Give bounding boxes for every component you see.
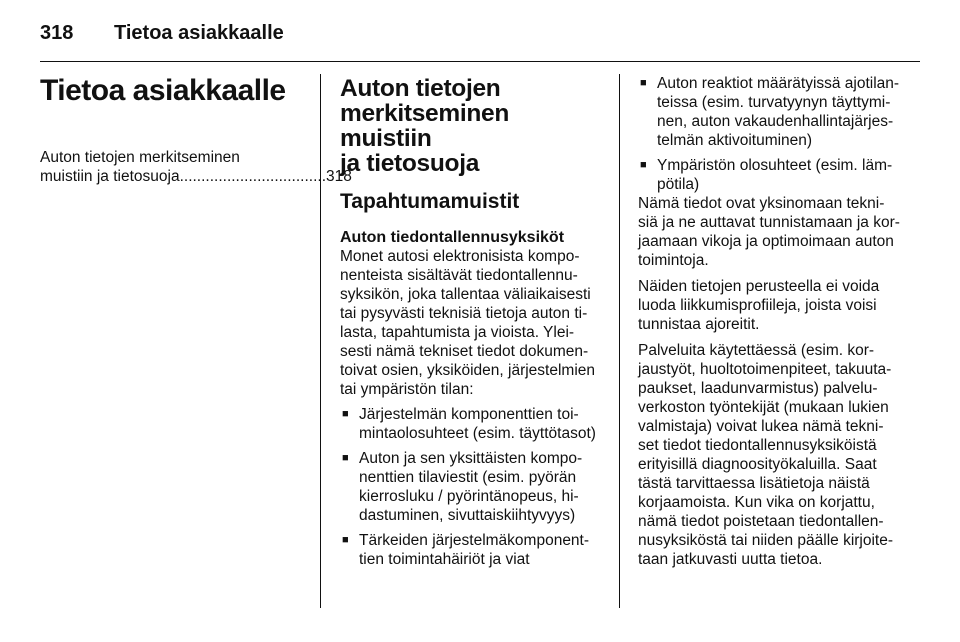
text-line: erityisillä diagnoosityökaluilla. Saat — [638, 456, 877, 473]
text-line: nenteista sisältävät tiedontallennu- — [340, 267, 578, 284]
text-line: Palveluita käytettäessä (esim. kor- — [638, 342, 875, 359]
column-divider — [320, 74, 321, 608]
text-line: kierrosluku / pyörintänopeus, hi- — [359, 488, 579, 505]
text-line: tunnistaa ajoreitit. — [638, 316, 760, 333]
toc-entry-line: muistiin ja tietosuoja — [40, 168, 180, 185]
bullet-item — [340, 449, 602, 525]
bullet-item — [340, 531, 602, 569]
page-header — [40, 22, 920, 62]
bullet-item — [638, 74, 908, 150]
column-3 — [638, 74, 908, 569]
text-line: jaamaan vikoja ja optimoimaan auton — [638, 233, 894, 250]
text-line: nen, auton vakaudenhallintajärjes- — [657, 113, 894, 130]
text-line: Auton reaktiot määrätyissä ajotilan- — [657, 75, 900, 92]
square-bullet-icon: ■ — [640, 159, 647, 171]
text-line: tai ympäristön tilan: — [340, 381, 474, 398]
text-line: Monet autosi elektronisista kompo- — [340, 248, 580, 265]
sub-subsection-heading: Auton tiedontallennusyksiköt — [340, 229, 565, 246]
header-rule — [40, 61, 920, 62]
text-line: syksikön, joka tallentaa väliaikaisesti — [340, 286, 591, 303]
text-line: lasta, tapahtumista ja vioista. Ylei- — [340, 324, 575, 341]
text-line: valmistaja) voivat lukea nämä tekni- — [638, 418, 884, 435]
bullet-item — [638, 156, 908, 194]
paragraph — [638, 194, 908, 270]
text-line: telmän aktivoituminen) — [657, 132, 813, 149]
text-line: sesti nämä tekniset tiedot dokumen- — [340, 343, 589, 360]
text-line: toimintoja. — [638, 252, 709, 269]
text-line: Nämä tiedot ovat yksinomaan tekni- — [638, 195, 885, 212]
paragraph — [638, 277, 908, 334]
text-line: teissa (esim. turvatyynyn täyttymi- — [657, 94, 891, 111]
text-line: tai pysyvästi teknisiä tietoja auton ti- — [340, 305, 588, 322]
text-line: Ympäristön olosuhteet (esim. läm- — [657, 157, 893, 174]
square-bullet-icon: ■ — [640, 77, 647, 89]
paragraph — [340, 247, 602, 399]
square-bullet-icon: ■ — [342, 452, 349, 464]
square-bullet-icon: ■ — [342, 534, 349, 546]
text-line: set tiedot tiedontallennusyksiköistä — [638, 437, 877, 454]
text-line: siä ja ne auttavat tunnistamaan ja kor- — [638, 214, 900, 231]
text-line: Tärkeiden järjestelmäkomponent- — [359, 532, 590, 549]
square-bullet-icon: ■ — [342, 408, 349, 420]
column-2 — [340, 74, 602, 569]
text-line: dastuminen, sivuttaiskiihtyvyys) — [359, 507, 576, 524]
text-line: Näiden tietojen perusteella ei voida — [638, 278, 880, 295]
text-line: Auton ja sen yksittäisten kompo- — [359, 450, 583, 467]
text-line: verkoston työntekijät (mukaan lukien — [638, 399, 889, 416]
text-line: pötila) — [657, 176, 700, 193]
heading-line: merkitseminen muistiin — [340, 100, 510, 152]
toc-page: 318 — [326, 168, 352, 185]
heading-line: ja tietosuoja — [340, 150, 480, 177]
column-1 — [40, 74, 352, 186]
text-line: nämä tiedot poistetaan tiedontallen- — [638, 513, 884, 530]
toc-entry[interactable] — [40, 167, 352, 186]
text-line: luoda liikkumisprofiileja, joista voisi — [638, 297, 877, 314]
page-number: 318 — [40, 22, 74, 44]
section-heading — [340, 76, 602, 176]
text-line: nusyksiköstä tai niiden päälle kirjoite- — [638, 532, 894, 549]
subsection-heading: Tapahtumamuistit — [340, 190, 520, 213]
text-line: tästä tarvittaessa lisätietoja näistä — [638, 475, 870, 492]
text-line: tien toimintahäiriöt ja viat — [359, 551, 530, 568]
chapter-title: Tietoa asiakkaalle — [40, 74, 286, 107]
text-line: nenttien tilaviestit (esim. pyörän — [359, 469, 577, 486]
text-line: mintaolosuhteet (esim. täyttötasot) — [359, 425, 596, 442]
table-of-contents — [40, 148, 352, 186]
paragraph — [638, 341, 908, 569]
column-divider — [619, 74, 620, 608]
text-line: taan jatkuvasti uutta tietoa. — [638, 551, 823, 568]
text-line: jaustyöt, huoltotoimenpiteet, takuuta- — [638, 361, 892, 378]
heading-line: Auton tietojen — [340, 75, 501, 102]
text-line: toivat osien, yksiköiden, järjestelmien — [340, 362, 596, 379]
toc-leader-dots: .................................. — [179, 168, 326, 185]
running-title: Tietoa asiakkaalle — [114, 22, 284, 44]
text-line: korjaamoista. Kun vika on korjattu, — [638, 494, 875, 511]
text-line: paukset, laadunvarmistus) palvelu- — [638, 380, 878, 397]
toc-entry-line[interactable]: Auton tietojen merkitseminen — [40, 149, 240, 166]
bullet-item — [340, 405, 602, 443]
text-line: Järjestelmän komponenttien toi- — [359, 406, 579, 423]
